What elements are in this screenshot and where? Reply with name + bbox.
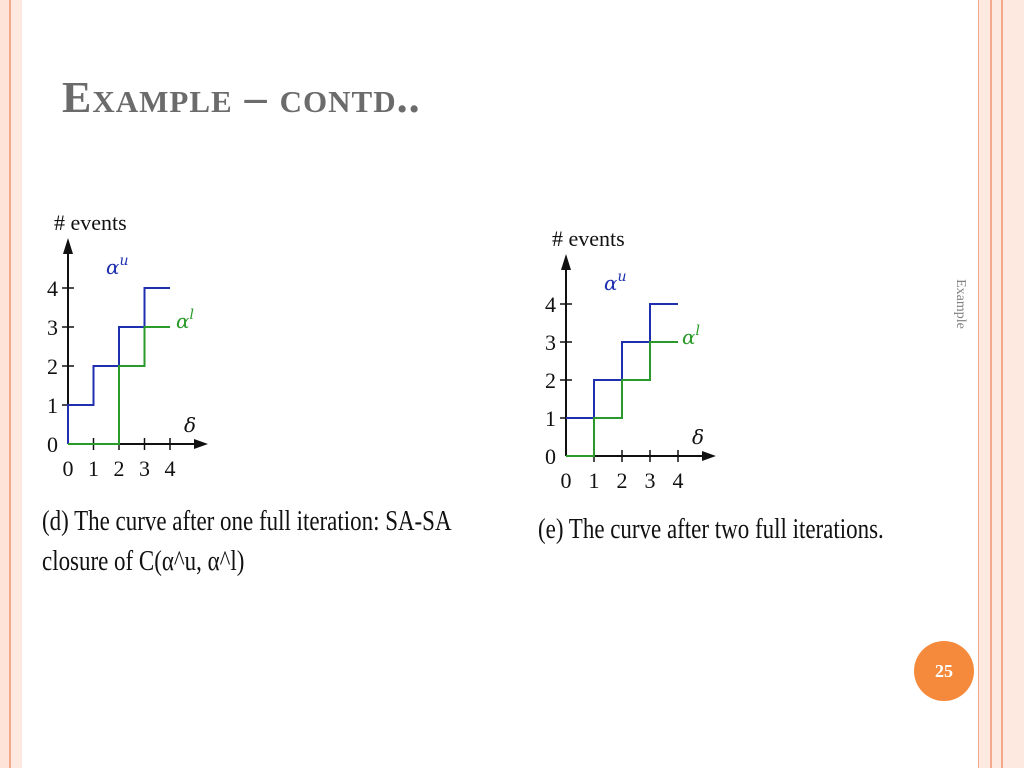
chart-d-x-axis-title: δ [184,413,197,437]
chart-e-x-tick-label: 1 [588,468,600,493]
chart-e-y-tick-label: 1 [545,406,556,431]
chart-d-x-tick-label: 2 [113,456,125,481]
chart-d-x-tick-label: 0 [62,456,74,481]
caption-d-line2: closure of C(α^u, α^l) [42,546,245,577]
chart-e [536,218,726,498]
chart-e-y-axis-arrow [561,254,571,270]
chart-e-series-lower-label: $\alpha^l$ [682,323,700,349]
chart-d-y-tick-label: 3 [47,315,58,340]
chart-d-x-tick-label: 3 [139,456,150,481]
chart-d-y-axis-arrow [63,238,73,254]
chart-d-y-tick-label: 4 [47,276,58,301]
chart-e-y-tick-label: 2 [545,368,556,393]
chart-d-x-tick-label: 4 [164,456,176,481]
chart-d-y-tick-label: 2 [47,354,58,379]
chart-e-series-upper-label: $\alpha^u$ [604,269,627,295]
chart-d-x-tick-label: 1 [88,456,99,481]
caption-d [42,502,452,582]
right-decorative-border [978,0,1024,768]
chart-e-x-tick-label: 0 [560,468,572,493]
left-decorative-border [0,0,22,768]
chart-d-y-tick-label: 0 [47,432,58,457]
chart-e-y-axis-title: # events [552,226,625,251]
slide-title: Example – contd.. [62,73,421,122]
caption-d-line1: (d) The curve after one full iteration: SA-SA [42,506,452,537]
chart-d-y-axis-title: # events [54,210,127,235]
chart-e-x-axis-arrow [702,451,716,461]
caption-e [538,510,884,550]
chart-e-y-tick-label: 4 [545,292,556,317]
side-section-label: Example [953,279,968,329]
chart-d [40,200,220,490]
chart-d-series-lower-label: $\alpha^l$ [176,307,194,333]
chart-d-x-axis-arrow [194,439,208,449]
chart-e-x-tick-label: 4 [672,468,684,493]
chart-d-series-upper-label: $\alpha^u$ [106,253,129,279]
chart-e-x-tick-label: 3 [644,468,656,493]
chart-e-x-axis-title: δ [692,425,705,449]
chart-e-y-tick-label: 3 [545,330,556,355]
chart-e-y-tick-label: 0 [545,444,556,469]
page-number-badge: 25 [914,641,974,701]
chart-d-y-tick-label: 1 [47,393,58,418]
chart-e-x-tick-label: 2 [616,468,628,493]
caption-e-line1: (e) The curve after two full iterations. [538,514,884,545]
